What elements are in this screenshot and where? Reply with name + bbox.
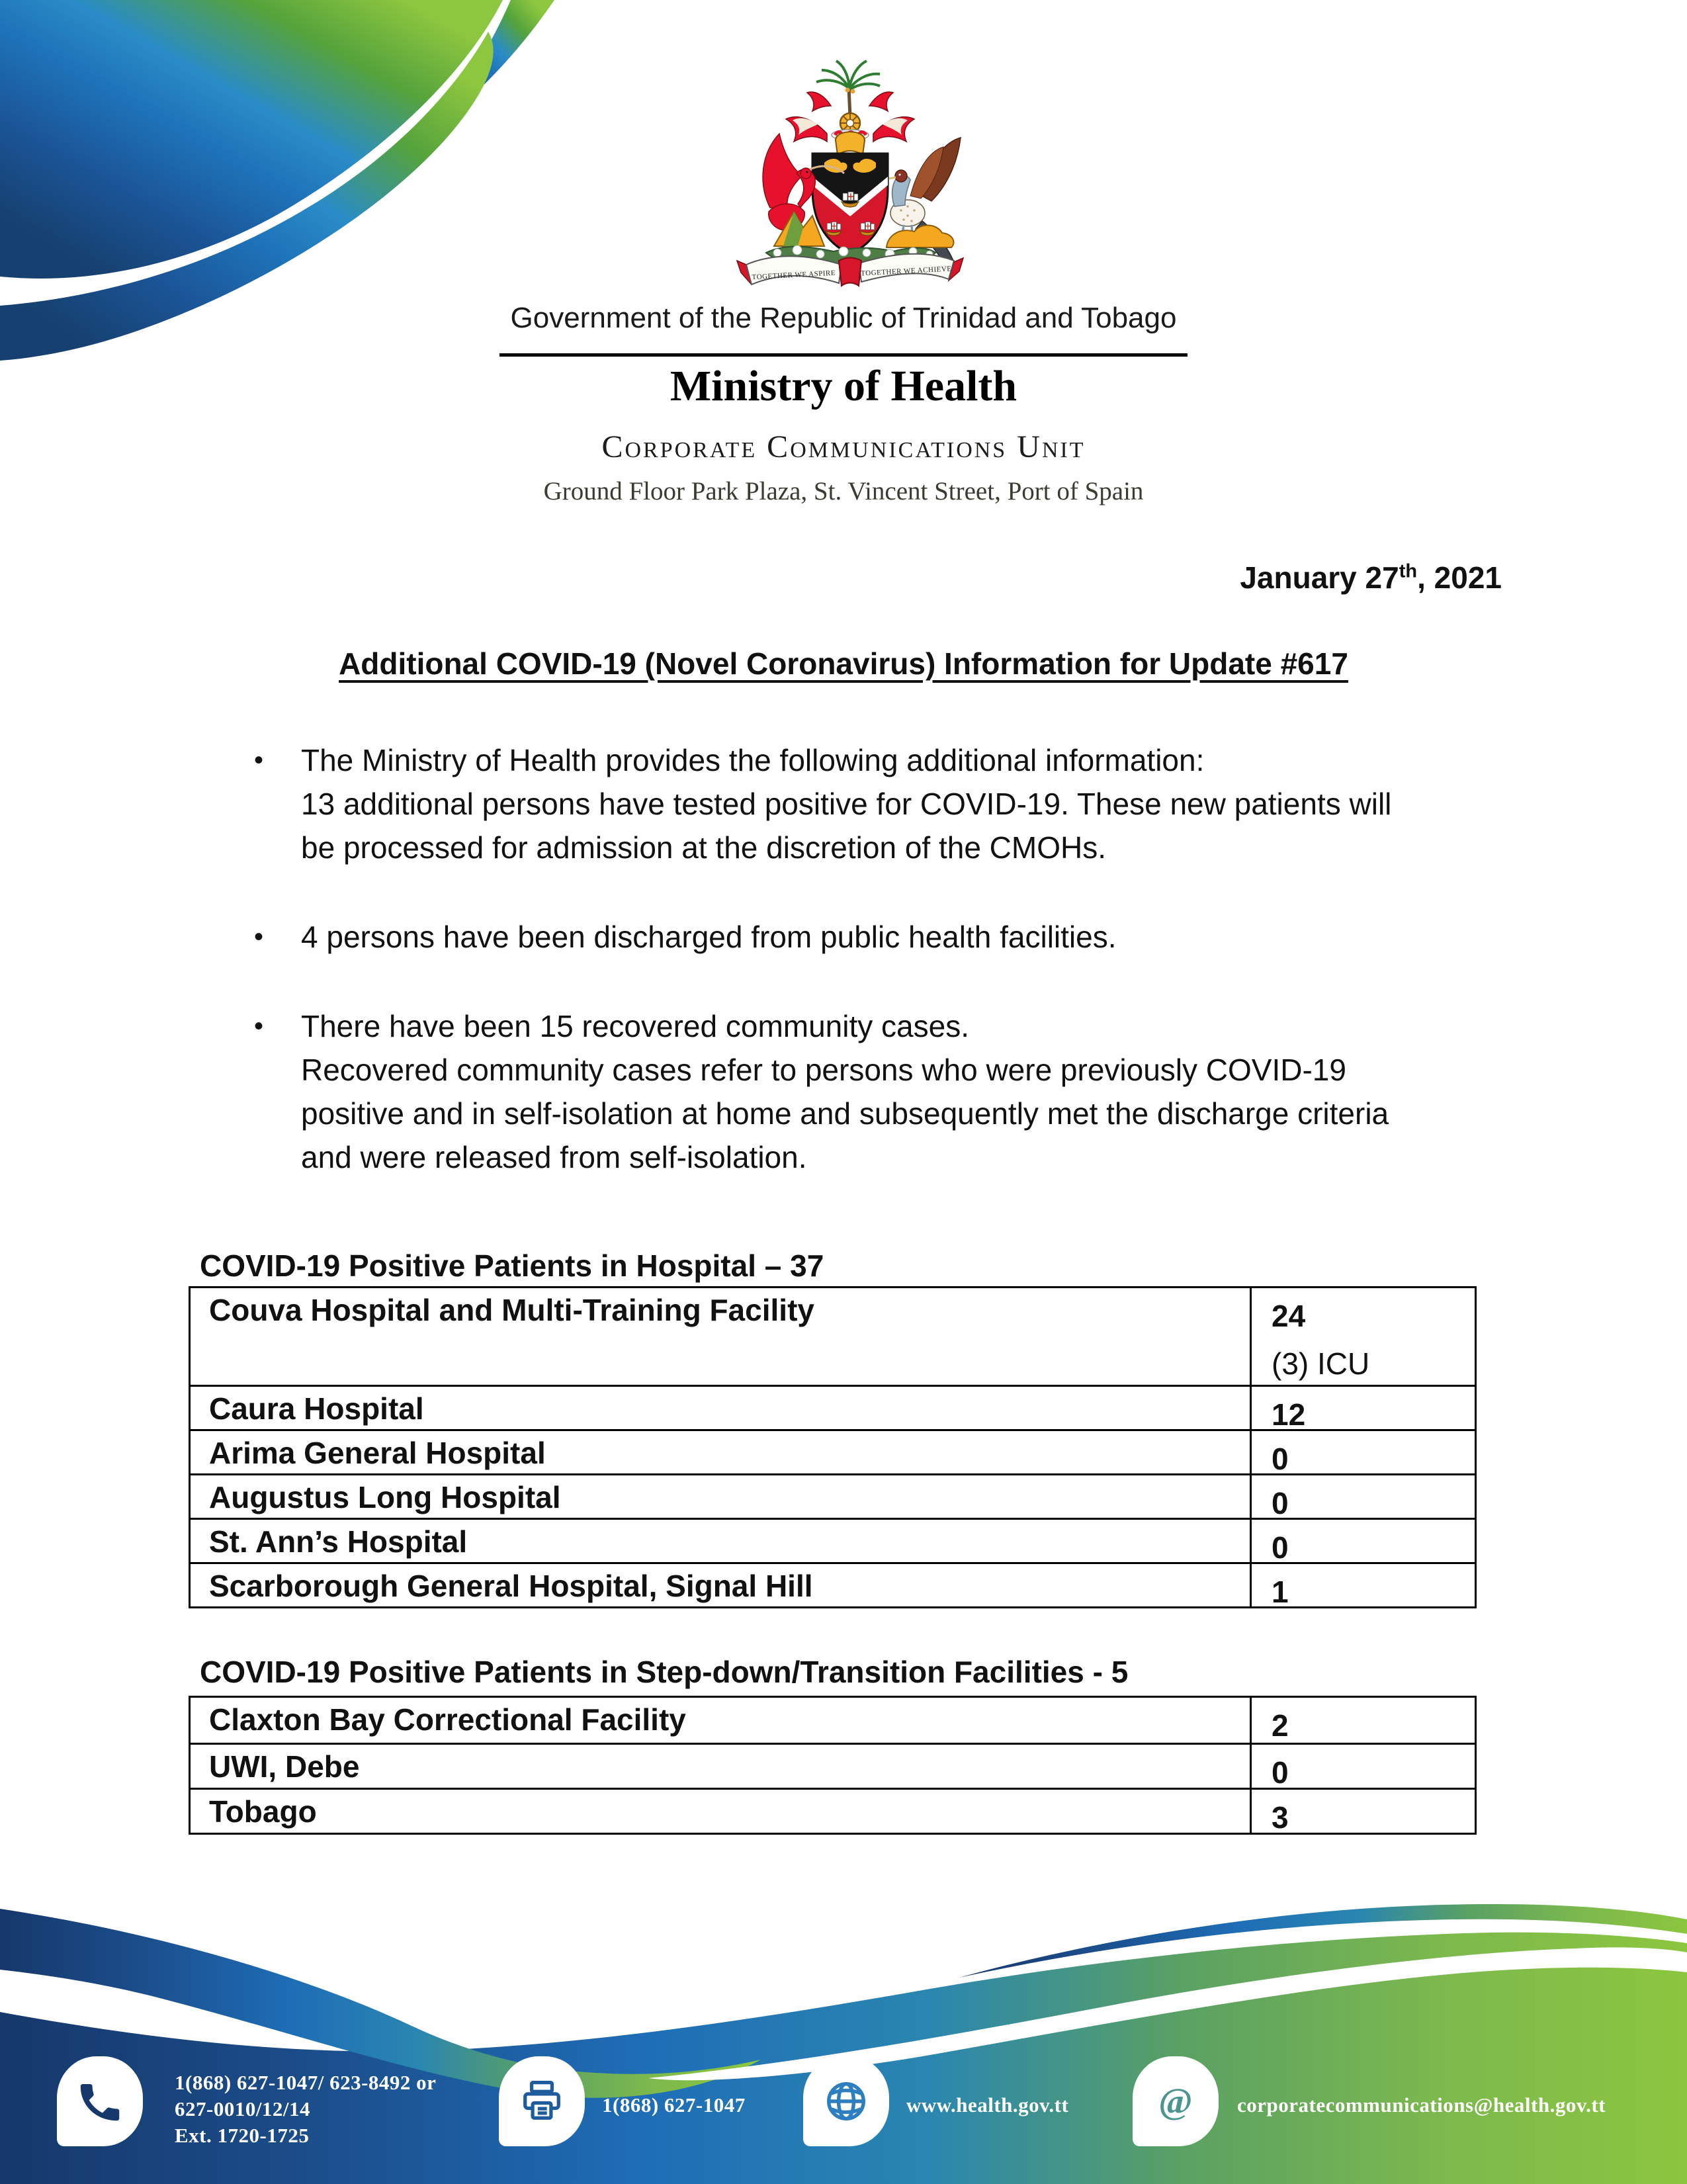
phone-icon bbox=[57, 2056, 143, 2146]
table-row bbox=[191, 1518, 1475, 1565]
count-cell: 2 bbox=[1272, 1708, 1289, 1743]
rocks bbox=[887, 225, 954, 247]
phone-line: 1(868) 627-1047/ 623-8492 or bbox=[175, 2071, 437, 2094]
count-cell: 12 bbox=[1272, 1397, 1306, 1432]
date-suffix: , 2021 bbox=[1417, 560, 1502, 595]
count-cell: 0 bbox=[1272, 1442, 1289, 1476]
facility-cell: Tobago bbox=[191, 1790, 1252, 1833]
date-line bbox=[1240, 560, 1502, 595]
svg-text:@: @ bbox=[1158, 2080, 1193, 2121]
count-cell: 0 bbox=[1272, 1755, 1289, 1790]
fax-icon bbox=[499, 2056, 585, 2146]
bullet-line: 4 persons have been discharged from public health facilities. bbox=[301, 920, 1117, 954]
ministry-title: Ministry of Health bbox=[670, 362, 1017, 410]
unit-name: Corporate Communications Unit bbox=[601, 429, 1086, 464]
phone-line: Ext. 1720-1725 bbox=[175, 2124, 310, 2147]
header-divider bbox=[499, 353, 1188, 357]
facility-cell: Caura Hospital bbox=[191, 1387, 1252, 1429]
globe-icon bbox=[803, 2056, 889, 2146]
table-row bbox=[191, 1473, 1475, 1518]
website-url bbox=[906, 2092, 1068, 2118]
fax-number bbox=[602, 2092, 746, 2118]
phone-line: 627-0010/12/14 bbox=[175, 2097, 311, 2120]
count-cell: 0 bbox=[1272, 1486, 1289, 1520]
count-value: 24 bbox=[1272, 1299, 1306, 1333]
table-row bbox=[191, 1743, 1475, 1788]
bullet-item bbox=[254, 738, 1391, 869]
bullet-marker bbox=[254, 738, 301, 869]
table-row bbox=[191, 1788, 1475, 1833]
email-line: corporatecommunications@health.gov.tt bbox=[1237, 2093, 1606, 2117]
document-title: Additional COVID-19 (Novel Coronavirus) Information for Update #617 bbox=[339, 646, 1348, 681]
date-prefix: January 27 bbox=[1240, 560, 1399, 595]
website-line: www.health.gov.tt bbox=[906, 2093, 1069, 2117]
fax-line: 1(868) 627-1047 bbox=[602, 2093, 746, 2117]
table-row bbox=[191, 1429, 1475, 1476]
table-row bbox=[191, 1288, 1475, 1385]
helm bbox=[832, 130, 869, 155]
government-line: Government of the Republic of Trinidad and Tobago bbox=[510, 302, 1177, 334]
facility-cell: Scarborough General Hospital, Signal Hill bbox=[191, 1564, 1252, 1606]
address-line: Ground Floor Park Plaza, St. Vincent Street, Port of Spain bbox=[543, 477, 1144, 505]
bullet-line: The Ministry of Health provides the following additional information: bbox=[301, 743, 1205, 777]
facility-cell: UWI, Debe bbox=[191, 1745, 1252, 1788]
bullet-line: be processed for admission at the discretion of the CMOHs. bbox=[301, 830, 1107, 865]
facility-cell: Couva Hospital and Multi-Training Facility bbox=[191, 1288, 1252, 1385]
bullet-item bbox=[254, 1004, 1389, 1179]
stepdown-table-heading: COVID-19 Positive Patients in Step-down/Transition Facilities - 5 bbox=[200, 1655, 1129, 1689]
count-note: (3) ICU bbox=[1272, 1346, 1370, 1381]
phone-numbers bbox=[175, 2070, 436, 2149]
count-cell: 1 bbox=[1272, 1575, 1289, 1609]
bullet-item bbox=[254, 915, 1117, 959]
at-icon bbox=[1133, 2056, 1219, 2146]
bullet-marker bbox=[254, 915, 301, 959]
table-row bbox=[191, 1385, 1475, 1432]
facility-cell: Claxton Bay Correctional Facility bbox=[191, 1698, 1252, 1743]
table-row bbox=[191, 1698, 1475, 1743]
facility-cell: Augustus Long Hospital bbox=[191, 1475, 1252, 1518]
facility-cell: St. Ann’s Hospital bbox=[191, 1520, 1252, 1562]
shield bbox=[812, 153, 888, 254]
bullet-line: Recovered community cases refer to persons who were previously COVID-19 bbox=[301, 1053, 1346, 1087]
stepdown-table bbox=[189, 1696, 1477, 1835]
coat-of-arms bbox=[728, 54, 973, 296]
hospital-table bbox=[189, 1286, 1477, 1608]
bullet-line: and were released from self-isolation. bbox=[301, 1140, 807, 1174]
motto-scroll bbox=[737, 254, 963, 286]
table-row bbox=[191, 1562, 1475, 1609]
count-cell bbox=[1252, 1288, 1475, 1385]
count-cell: 0 bbox=[1272, 1530, 1289, 1565]
motto-right: TOGETHER WE ACHIEVE bbox=[860, 265, 952, 278]
facility-cell: Arima General Hospital bbox=[191, 1431, 1252, 1473]
bullet-line: There have been 15 recovered community cases. bbox=[301, 1009, 969, 1043]
palm-tree bbox=[816, 61, 880, 117]
hospital-table-heading: COVID-19 Positive Patients in Hospital – 37 bbox=[200, 1248, 824, 1283]
email-address bbox=[1237, 2092, 1606, 2118]
count-cell: 3 bbox=[1272, 1800, 1289, 1835]
bullet-line: positive and in self-isolation at home and subsequently met the discharge criteria bbox=[301, 1096, 1389, 1131]
motto-left: TOGETHER WE ASPIRE bbox=[752, 269, 836, 282]
date-ordinal: th bbox=[1399, 560, 1418, 582]
bullet-line: 13 additional persons have tested positive for COVID-19. These new patients will bbox=[301, 787, 1392, 821]
bullet-marker bbox=[254, 1004, 301, 1179]
